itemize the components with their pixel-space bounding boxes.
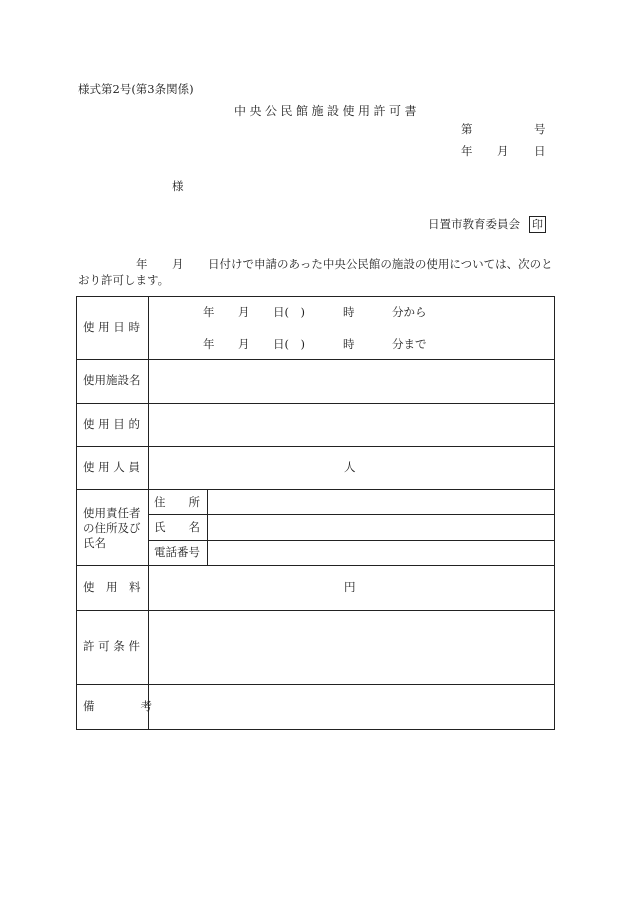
usage-datetime-label: 使 用 日 時 bbox=[83, 320, 140, 334]
row-divider bbox=[76, 446, 555, 447]
to-month: 月 bbox=[238, 337, 250, 351]
issue-number-prefix: 第 bbox=[461, 122, 473, 136]
sub-row-divider bbox=[148, 540, 555, 541]
permit-conditions-label: 許 可 条 件 bbox=[83, 639, 140, 653]
statement-year: 年 bbox=[136, 257, 148, 271]
document-title: 中央公民館施設使用許可書 bbox=[234, 104, 421, 118]
issue-number-suffix: 号 bbox=[534, 122, 546, 136]
headcount-label: 使 用 人 員 bbox=[83, 460, 140, 474]
facility-name-label: 使用施設名 bbox=[83, 373, 141, 387]
responsible-label-line: 使用責任者 bbox=[83, 506, 141, 520]
phone-label: 電話番号 bbox=[154, 545, 200, 559]
seal-mark: 印 bbox=[529, 216, 546, 233]
label-column-divider bbox=[148, 296, 149, 730]
address-label: 住 所 bbox=[154, 495, 200, 509]
issue-date-month: 月 bbox=[497, 144, 509, 158]
from-month: 月 bbox=[238, 305, 250, 319]
to-year: 年 bbox=[203, 337, 215, 351]
row-divider bbox=[76, 489, 555, 490]
statement-month: 月 bbox=[172, 257, 184, 271]
to-suffix: 分まで bbox=[392, 337, 427, 351]
usage-fee-label: 使 用 料 bbox=[83, 580, 141, 594]
sub-row-divider bbox=[148, 514, 555, 515]
statement-text-line2: おり許可します。 bbox=[78, 273, 170, 287]
issue-date-day: 日 bbox=[534, 144, 546, 158]
from-year: 年 bbox=[203, 305, 215, 319]
form-number: 様式第2号(第3条関係) bbox=[78, 82, 194, 96]
responsible-label-line: 氏名 bbox=[83, 536, 106, 550]
issue-date-year: 年 bbox=[461, 144, 473, 158]
issuer-name: 日置市教育委員会 bbox=[428, 217, 520, 231]
recipient-suffix: 様 bbox=[172, 179, 184, 193]
usage-purpose-label: 使 用 目 的 bbox=[83, 417, 140, 431]
row-divider bbox=[76, 565, 555, 566]
name-label: 氏 名 bbox=[154, 520, 200, 534]
row-divider bbox=[76, 403, 555, 404]
usage-fee-unit: 円 bbox=[344, 580, 356, 594]
from-day: 日( ) bbox=[273, 305, 305, 319]
from-hour: 時 bbox=[343, 305, 355, 319]
to-day: 日( ) bbox=[273, 337, 305, 351]
from-suffix: 分から bbox=[392, 305, 427, 319]
row-divider bbox=[76, 684, 555, 685]
statement-text: 日付けで申請のあった中央公民館の施設の使用については、次のと bbox=[208, 257, 553, 271]
to-hour: 時 bbox=[343, 337, 355, 351]
row-divider bbox=[76, 610, 555, 611]
responsible-label-line: の住所及び bbox=[83, 521, 141, 535]
row-divider bbox=[76, 359, 555, 360]
sub-label-divider bbox=[207, 489, 208, 565]
headcount-unit: 人 bbox=[344, 460, 356, 474]
remarks-label: 備 考 bbox=[83, 699, 152, 713]
